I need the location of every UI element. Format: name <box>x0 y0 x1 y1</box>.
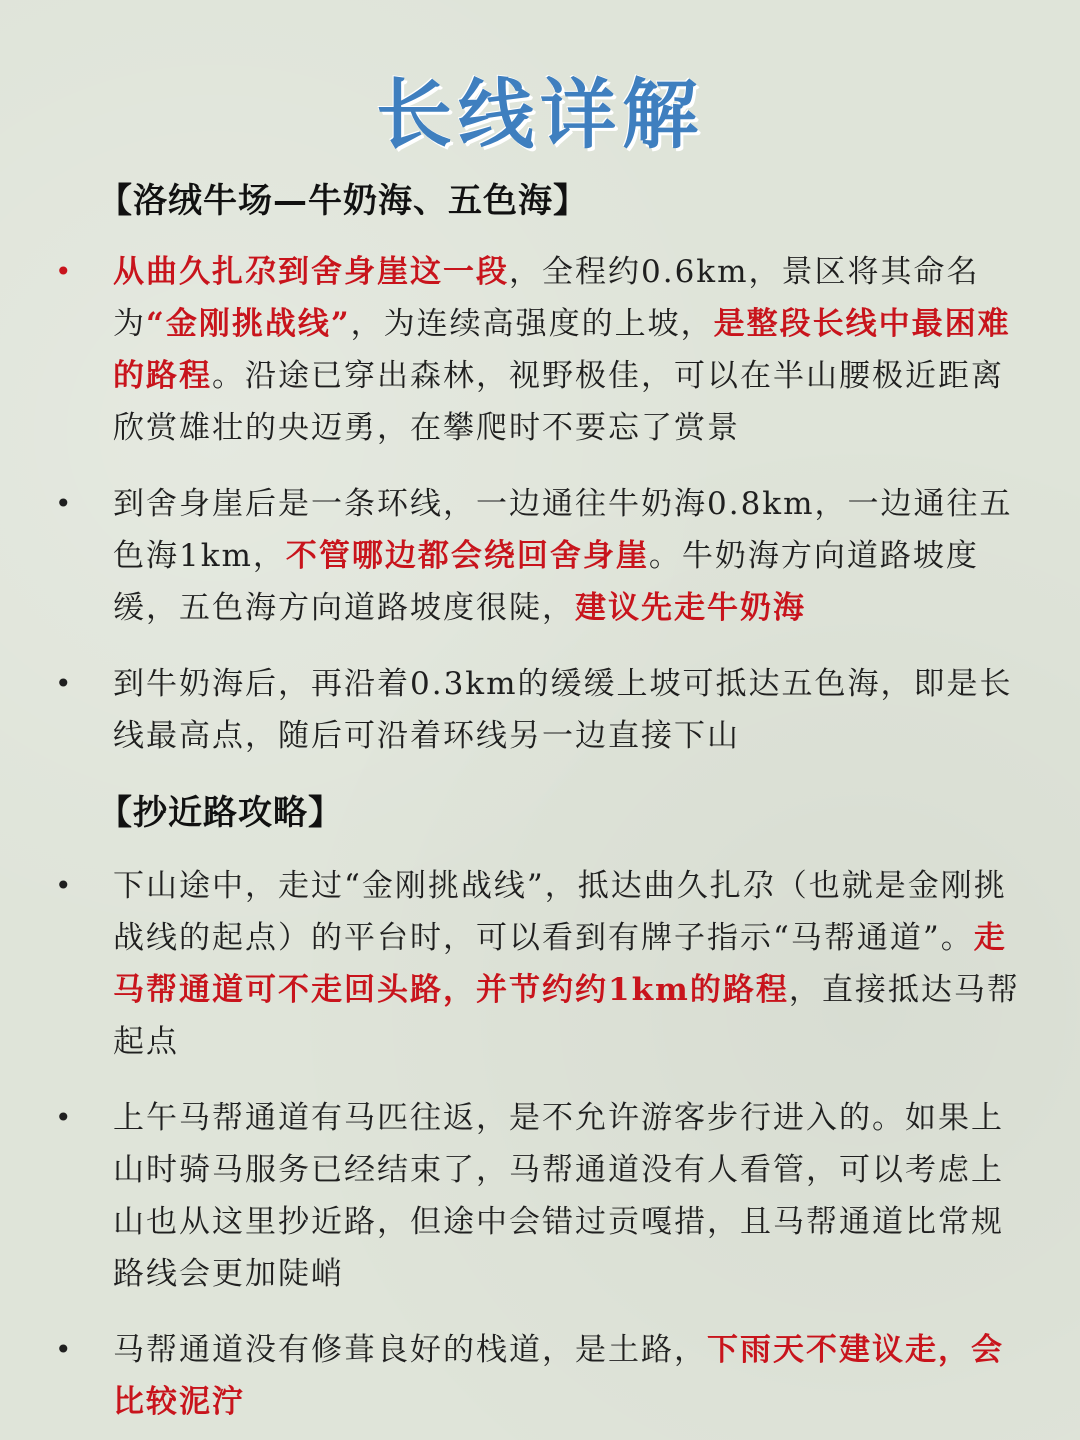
bullet-text <box>113 1324 1023 1428</box>
highlight-text: “金刚挑战线” <box>146 306 351 342</box>
highlight-text: 不管哪边都会绕回舍身崖 <box>285 538 649 574</box>
body-text: 到牛奶海后，再沿着0.3km的缓缓上坡可抵达五色海，即是长线最高点，随后可沿着环线另一边直接下山 <box>113 666 1013 754</box>
bullet-dot-icon: • <box>55 667 74 700</box>
list-item <box>55 658 1013 762</box>
bullet-text <box>113 246 1023 454</box>
list-item <box>55 1092 1004 1300</box>
highlight-text: 建议先走牛奶海 <box>575 590 806 626</box>
bullet-dot-icon: • <box>55 869 74 902</box>
highlight-text: 是整段长线中最困难的路程 <box>113 306 1011 394</box>
bullet-dot-icon: • <box>55 1333 74 1366</box>
bullet-text <box>113 860 1023 1068</box>
list-item <box>55 246 1011 454</box>
highlight-text: 下雨天不建议走，会比较泥泞 <box>113 1332 1004 1420</box>
highlight-text: 从曲久扎尕到舍身崖这一段 <box>113 254 509 290</box>
page-title: 长线详解 <box>376 70 704 159</box>
bullet-text <box>113 478 1023 634</box>
highlight-text: 走马帮通道可不走回头路，并节约约1km的路程 <box>113 920 1007 1008</box>
body-text: 。牛奶海方向道路坡度缓，五色海方向道路坡度很陡， <box>113 538 979 626</box>
body-text: ，为连续高强度的上坡， <box>350 306 714 342</box>
bullet-dot-icon: • <box>55 255 74 288</box>
body-text: 上午马帮通道有马匹往返，是不允许游客步行进入的。如果上山时骑马服务已经结束了，马帮通道没有人看管，可以考虑上山也从这里抄近路，但途中会错过贡嘎措，且马帮通道比常规路线会更加陡峭 <box>113 1100 1004 1292</box>
section-heading-luorong: 【洛绒牛场—牛奶海、五色海】 <box>98 181 588 221</box>
list-item <box>55 860 1020 1068</box>
body-text: ，直接抵达马帮起点 <box>113 972 1020 1060</box>
list-item <box>55 478 1013 634</box>
body-text: 马帮通道没有修葺良好的栈道，是土路， <box>113 1332 707 1368</box>
section-heading-shortcut: 【抄近路攻略】 <box>98 793 343 833</box>
bullet-dot-icon: • <box>55 487 74 520</box>
body-text: 到舍身崖后是一条环线，一边通往牛奶海0.8km，一边通往五色海1km， <box>113 486 1013 574</box>
body-text: 。沿途已穿出森林，视野极佳，可以在半山腰极近距离欣赏雄壮的央迈勇，在攀爬时不要忘了赏景 <box>113 358 1004 446</box>
body-text: ，全程约0.6km，景区将其命名为 <box>113 254 980 342</box>
body-text: 下山途中，走过“金刚挑战线”，抵达曲久扎尕（也就是金刚挑战线的起点）的平台时，可以看到有牌子指示“马帮通道”。 <box>113 868 1007 956</box>
bullet-text <box>113 1092 1023 1300</box>
bullet-text <box>113 658 1023 762</box>
bullet-dot-icon: • <box>55 1101 74 1134</box>
list-item <box>55 1324 1004 1428</box>
